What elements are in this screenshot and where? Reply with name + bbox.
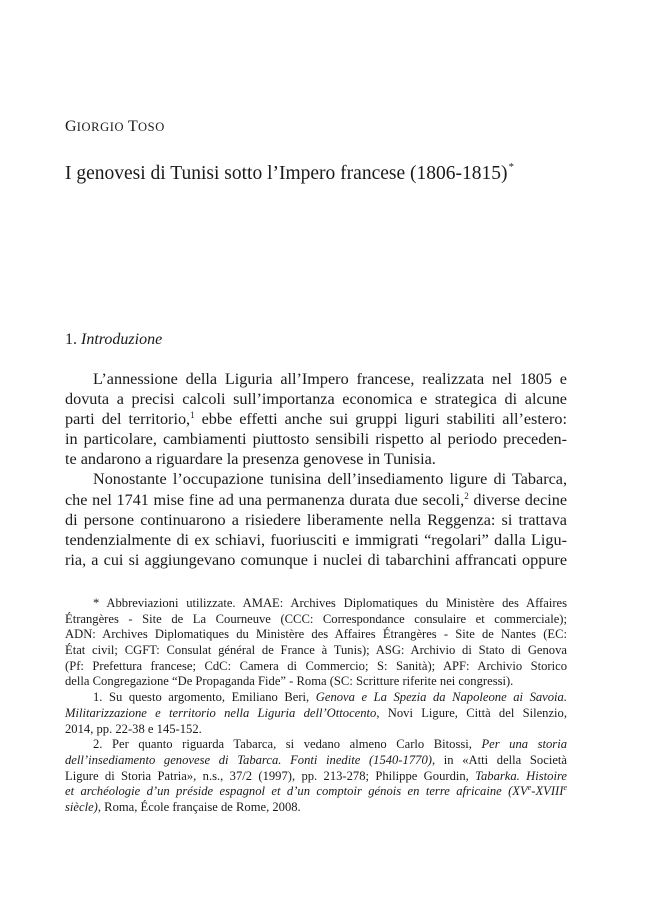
body-line: Nonostante l’occupazione tunisina dell’insediamento ligure di Tabarca,	[93, 470, 567, 489]
footnote-ref-1[interactable]: 1	[190, 410, 195, 421]
footnote-italic: Militarizzazione e territorio nella Liguria dell’Ottocento	[65, 705, 377, 720]
body-text-span: parti del territorio,	[65, 410, 191, 429]
footnote-italic: dell’insediamento genovese di Tabarca. Fonti inedite (1540-1770)	[65, 752, 432, 767]
footnote-italic: Tabarka. Histoire	[475, 768, 567, 783]
author-last-initial: T	[128, 118, 139, 135]
footnote-line: ADN: Archives Diplomatiques du Ministère des Affaires Étrangères - Site de Nantes (EC:	[65, 627, 567, 642]
footnote-italic: siècle)	[65, 799, 98, 814]
section-heading	[65, 331, 162, 349]
body-line: L’annessione della Liguria all’Impero francese, realizzata nel 1805 e	[93, 370, 567, 388]
body-line: tendenzialmente di ex schiavi, fuoriusciti e immigrati “regolari” dalla Ligu-	[65, 530, 567, 549]
footnote-text: , Novi Ligure, Città del Silenzio,	[376, 705, 568, 720]
body-line: te andarono a riguardare la presenza genovese in Tunisia.	[65, 450, 436, 469]
footnote-line: * Abbreviazioni utilizzate. AMAE: Archives Diplomatiques du Ministère des Affaires	[93, 596, 567, 610]
body-line: dovuta a precisi calcoli sull’importanza economica e strategica di alcune	[65, 390, 567, 409]
footnote-text: , in «Atti della Società	[431, 752, 567, 767]
body-line	[65, 409, 567, 429]
body-line: ria, a cui si aggiungevano comunque i nuclei di tabarchini affrancati oppure	[65, 550, 567, 569]
footnote-line	[65, 800, 567, 816]
author-name	[65, 118, 165, 136]
footnote-italic: et archéologie d’un préside espagnol et d’un comptoir génois en terre africaine (XV	[65, 784, 528, 799]
section-title: Introduzione	[81, 331, 163, 348]
footnote-text: , Roma, École française de Rome, 2008.	[97, 799, 301, 814]
footnote-line	[65, 753, 567, 769]
footnote-line: Étrangères - Site de La Courneuve (CCC: Correspondance consulaire et commerciale);	[65, 611, 567, 626]
footnote-text: Ligure di Storia Patria», n.s., 37/2 (1997), pp. 213-278; Philippe Gourdin,	[65, 768, 476, 783]
body-line: in particolare, cambiamenti piuttosto sensibili rispetto al periodo preceden-	[65, 430, 567, 449]
footnote-text: 2. Per quanto riguarda Tabarca, si vedano almeno Carlo Bitossi,	[93, 737, 482, 752]
footnote-ref-2[interactable]: 2	[464, 490, 469, 501]
body-line: di persone continuarono a risiedere liberamente nella Reggenza: si trattava	[65, 510, 567, 529]
article-title-text: I genovesi di Tunisi sotto l’Impero francese (1806-1815)	[65, 163, 508, 184]
footnote-line	[65, 769, 567, 785]
footnote-italic: -XVIII	[531, 784, 564, 799]
article-title	[65, 161, 514, 185]
footnote-superscript: e	[527, 783, 532, 793]
footnote-line	[65, 706, 567, 722]
footnote-italic: Per una storia	[481, 737, 567, 752]
author-last-rest: OSO	[138, 120, 165, 134]
body-line	[65, 490, 567, 510]
footnote-line: della Congregazione “De Propaganda Fide” - Roma (SC: Scritture riferite nei congressi).	[65, 674, 514, 689]
footnote-text: 1. Su questo argomento, Emiliano Beri,	[93, 690, 316, 705]
body-text-span: ebbe effetti anche sui gruppi liguri stabiliti all’estero:	[194, 410, 567, 429]
footnote-line	[65, 784, 567, 800]
footnote-line: 2014, pp. 22-38 e 145-152.	[65, 721, 202, 736]
footnote-line: État civil; CGFT: Consulat général de France à Tunis); ASG: Archivio di Stato di Genova	[65, 643, 567, 658]
footnote-superscript: e	[563, 783, 567, 793]
body-text	[65, 369, 567, 570]
footnotes	[65, 596, 567, 816]
title-footnote-mark[interactable]: *	[508, 161, 514, 173]
footnote-line: (Pf: Prefettura francese; CdC: Camera di Commercio; S: Sanità); APF: Archivio Storico	[65, 658, 567, 673]
body-text-span: che nel 1741 mise fine ad una permanenza durata due secoli,	[65, 490, 465, 509]
author-first-rest: IORGIO	[76, 120, 125, 134]
footnote-line	[65, 690, 567, 706]
body-text-span: diverse decine	[468, 490, 567, 509]
section-number: 1.	[65, 331, 81, 348]
footnote-line	[65, 737, 567, 753]
footnote-italic: Genova e La Spezia da Napoleone ai Savoia.	[315, 690, 567, 705]
author-first-initial: G	[65, 118, 77, 135]
